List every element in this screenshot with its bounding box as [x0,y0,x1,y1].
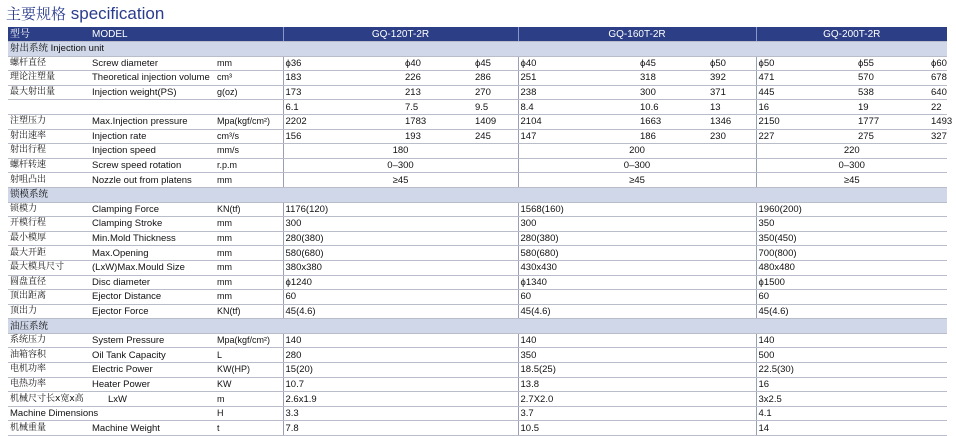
page-title [6,2,164,26]
row-label-cn: 最大射出量 [8,85,90,100]
table-row [8,348,947,363]
row-unit: mm [215,275,283,290]
table-row [8,129,947,144]
table-row [8,231,947,246]
row-label-cn: 电热功率 [8,377,90,392]
value-cell: ϕ1500 [756,275,947,290]
row-unit-empty [215,100,283,115]
table-row [8,421,947,436]
header-model-2: GQ-160T-2R [518,27,756,42]
section-row [8,319,947,334]
value-cell: ϕ45 [473,56,518,71]
value-cell: 700(800) [756,246,947,261]
row-unit: Mpa(kgf/cm²) [215,333,283,348]
table-row [8,304,947,319]
value-cell: 445 [756,85,856,100]
value-cell: 350 [756,217,947,232]
value-cell: 147 [518,129,638,144]
table-row [8,56,947,71]
row-label-cn: 螺杆转速 [8,158,90,173]
row-label-en: Theoretical injection volume [90,71,215,86]
value-cell: 280(380) [283,231,518,246]
value-cell: 16 [756,377,947,392]
value-cell: 10.7 [283,377,518,392]
row-unit: m [215,392,283,407]
value-cell: 350 [518,348,756,363]
value-cell: ϕ40 [518,56,638,71]
row-unit: KW(HP) [215,363,283,378]
value-cell: 19 [856,100,929,115]
value-cell: 3x2.5 [756,392,947,407]
table-row [8,260,947,275]
value-cell: 286 [473,71,518,86]
value-cell: 0–300 [518,158,756,173]
row-label-en: System Pressure [90,333,215,348]
row-label-en: Machine Weight [90,421,215,436]
section-title: 射出系统 Injection unit [8,42,947,57]
table-row [8,71,947,86]
row-label-cn: 理论注塑量 [8,71,90,86]
value-cell: 2.7X2.0 [518,392,756,407]
value-cell: 1960(200) [756,202,947,217]
row-label-en: Clamping Stroke [90,217,215,232]
value-cell: 45(4.6) [756,304,947,319]
value-cell: 1783 [403,114,473,129]
table-row [8,246,947,261]
row-label-cn: 电机功率 [8,363,90,378]
value-cell: 60 [756,290,947,305]
value-cell: 173 [283,85,403,100]
section-row [8,42,947,57]
row-label-en: Ejector Distance [90,290,215,305]
row-label-cn: 最小模厚 [8,231,90,246]
row-unit: r.p.m [215,158,283,173]
value-cell: ϕ50 [708,56,756,71]
value-cell: 220 [756,144,947,159]
row-label-en-empty [90,100,215,115]
table-row [8,333,947,348]
value-cell: 45(4.6) [518,304,756,319]
value-cell: ≥45 [518,173,756,188]
row-label-cn: 顶出力 [8,304,90,319]
row-label-en: Electric Power [90,363,215,378]
value-cell: 193 [403,129,473,144]
row-label-cn: 油箱容积 [8,348,90,363]
value-cell: 13.8 [518,377,756,392]
value-cell: 60 [518,290,756,305]
value-cell: ϕ36 [283,56,403,71]
value-cell: 580(680) [518,246,756,261]
value-cell: 200 [518,144,756,159]
row-label-en: Disc diameter [90,275,215,290]
header-cn: 型号 [8,27,90,42]
value-cell: ϕ60 [931,57,947,69]
row-unit: KW [215,377,283,392]
value-cell: 186 [638,129,708,144]
value-cell: 2.6x1.9 [283,392,518,407]
value-cell: ϕ55 [856,56,929,71]
value-cell: 0–300 [756,158,947,173]
table-row [8,217,947,232]
value-cell: ϕ40 [403,56,473,71]
table-row [8,100,947,115]
value-cell: 1493 [931,116,953,128]
row-label-cn: 机械重量 [8,421,90,436]
value-cell: 213 [403,85,473,100]
row-label-en: Heater Power [90,377,215,392]
row-label-en: Ejector Force [90,304,215,319]
row-label-en: Injection speed [90,144,215,159]
row-label-en: Clamping Force [90,202,215,217]
value-cell: 3.7 [518,406,756,421]
value-cell: ϕ45 [638,56,708,71]
value-cell: 1409 [473,114,518,129]
value-cell: 270 [473,85,518,100]
value-cell: 580(680) [283,246,518,261]
section-row [8,187,947,202]
value-cell: 238 [518,85,638,100]
row-label-cn: 顶出距离 [8,290,90,305]
row-unit: mm [215,231,283,246]
value-cell: 430x430 [518,260,756,275]
value-cell: ϕ1240 [283,275,518,290]
row-label-en: Min.Mold Thickness [90,231,215,246]
value-cell: 1568(160) [518,202,756,217]
row-label-cn: 系统压力 [8,333,90,348]
row-label-cn: 锁模力 [8,202,90,217]
row-label-cn-empty [8,100,90,115]
value-cell: 471 [756,71,856,86]
table-row [8,406,947,421]
value-cell: 275 [856,129,929,144]
row-unit: g(oz) [215,85,283,100]
row-label-h: H [215,406,283,421]
value-cell: 15(20) [283,363,518,378]
row-unit: KN(tf) [215,202,283,217]
value-cell: 140 [518,333,756,348]
value-cell: 6.1 [283,100,403,115]
value-cell: 300 [283,217,518,232]
value-cell: 22.5(30) [756,363,947,378]
value-cell: 2150 [756,114,856,129]
value-cell: 318 [638,71,708,86]
row-label-en: Max.Opening [90,246,215,261]
value-cell: 226 [403,71,473,86]
value-cell: 1663 [638,114,708,129]
row-unit: Mpa(kgf/cm²) [215,114,283,129]
value-cell: 227 [756,129,856,144]
row-label-cn: 螺杆直径 [8,56,90,71]
value-cell: 371 [708,85,756,100]
row-unit: t [215,421,283,436]
value-cell: 1346 [708,114,756,129]
row-label-cn: 注塑压力 [8,114,90,129]
table-row [8,173,947,188]
row-unit: mm [215,260,283,275]
row-unit: mm/s [215,144,283,159]
value-cell: 16 [756,100,856,115]
value-cell: ϕ50 [756,56,856,71]
value-cell: 2104 [518,114,638,129]
table-row [8,114,947,129]
header-model-1: GQ-120T-2R [283,27,518,42]
header-model: MODEL [90,27,283,42]
row-unit: mm [215,290,283,305]
value-cell: 22 [929,100,947,115]
row-unit: cm³/s [215,129,283,144]
row-unit: cm³ [215,71,283,86]
value-cell: 570 [856,71,929,86]
value-cell: 500 [756,348,947,363]
value-cell: 156 [283,129,403,144]
value-cell: 327 [931,130,947,142]
table-row [8,144,947,159]
section-title: 锁模系统 [8,187,947,202]
row-unit: KN(tf) [215,304,283,319]
row-label-cn: 圆盘直径 [8,275,90,290]
value-cell: 3.3 [283,406,518,421]
value-cell: 183 [283,71,403,86]
value-cell: 300 [518,217,756,232]
value-cell: 18.5(25) [518,363,756,378]
title-en: specification [70,4,165,23]
row-label-en: Injection rate [90,129,215,144]
row-unit: mm [215,173,283,188]
row-label-en: (LxW)Max.Mould Size [90,260,215,275]
value-cell: 230 [708,129,756,144]
row-label-cn: 射出行程 [8,144,90,159]
value-cell: 13 [708,100,756,115]
value-cell: 2202 [283,114,403,129]
row-label-cn: 最大模具尺寸 [8,260,90,275]
value-cell: 4.1 [756,406,947,421]
row-label-cn: 射咀凸出 [8,173,90,188]
row-label-en: Max.Injection pressure [90,114,215,129]
table-row [8,377,947,392]
value-cell: 60 [283,290,518,305]
table-row [8,290,947,305]
value-cell: 350(450) [756,231,947,246]
table-row [8,202,947,217]
value-cell: 14 [756,421,947,436]
row-label-en: Nozzle out from platens [90,173,215,188]
spec-table [8,27,953,436]
section-title: 油压系统 [8,319,947,334]
row-label-lxw: LxW [90,392,215,407]
row-label-cn: 射出速率 [8,129,90,144]
value-cell: 180 [283,144,518,159]
value-cell: 10.5 [518,421,756,436]
table-row [8,392,947,407]
row-unit: mm [215,217,283,232]
value-cell: 45(4.6) [283,304,518,319]
row-label-en: Screw diameter [90,56,215,71]
value-cell: 280(380) [518,231,756,246]
value-cell: 7.8 [283,421,518,436]
value-cell: ϕ1340 [518,275,756,290]
value-cell: 140 [283,333,518,348]
row-unit: mm [215,56,283,71]
value-cell: 480x480 [756,260,947,275]
value-cell: 300 [638,85,708,100]
value-cell: ≥45 [283,173,518,188]
value-cell: 1777 [856,114,929,129]
table-row [8,275,947,290]
value-cell: 280 [283,348,518,363]
row-label-en: Injection weight(PS) [90,85,215,100]
value-cell: 380x380 [283,260,518,275]
row-label-en: Screw speed rotation [90,158,215,173]
row-label-en: Machine Dimensions [8,406,215,421]
value-cell: 8.4 [518,100,638,115]
value-cell: 392 [708,71,756,86]
value-cell: 678 [931,72,947,84]
value-cell: 0–300 [283,158,518,173]
value-cell: 10.6 [638,100,708,115]
value-cell: 1176(120) [283,202,518,217]
row-label-cn: 机械尺寸长x宽x高 [8,392,90,407]
value-cell: 140 [756,333,947,348]
row-unit: mm [215,246,283,261]
title-cn: 主要规格 [6,5,67,23]
value-cell: 251 [518,71,638,86]
row-unit: L [215,348,283,363]
row-label-en: Oil Tank Capacity [90,348,215,363]
value-cell: 7.5 [403,100,473,115]
row-label-cn: 最大开距 [8,246,90,261]
header-model-3: GQ-200T-2R [756,27,947,42]
value-cell: 245 [473,129,518,144]
value-cell: ≥45 [756,173,947,188]
row-label-cn: 开模行程 [8,217,90,232]
table-row [8,158,947,173]
table-row [8,85,947,100]
spec-table-body [8,27,953,436]
table-header-row [8,27,947,42]
value-cell: 640 [931,87,947,99]
value-cell: 9.5 [473,100,518,115]
value-cell: 538 [856,85,929,100]
table-row [8,363,947,378]
